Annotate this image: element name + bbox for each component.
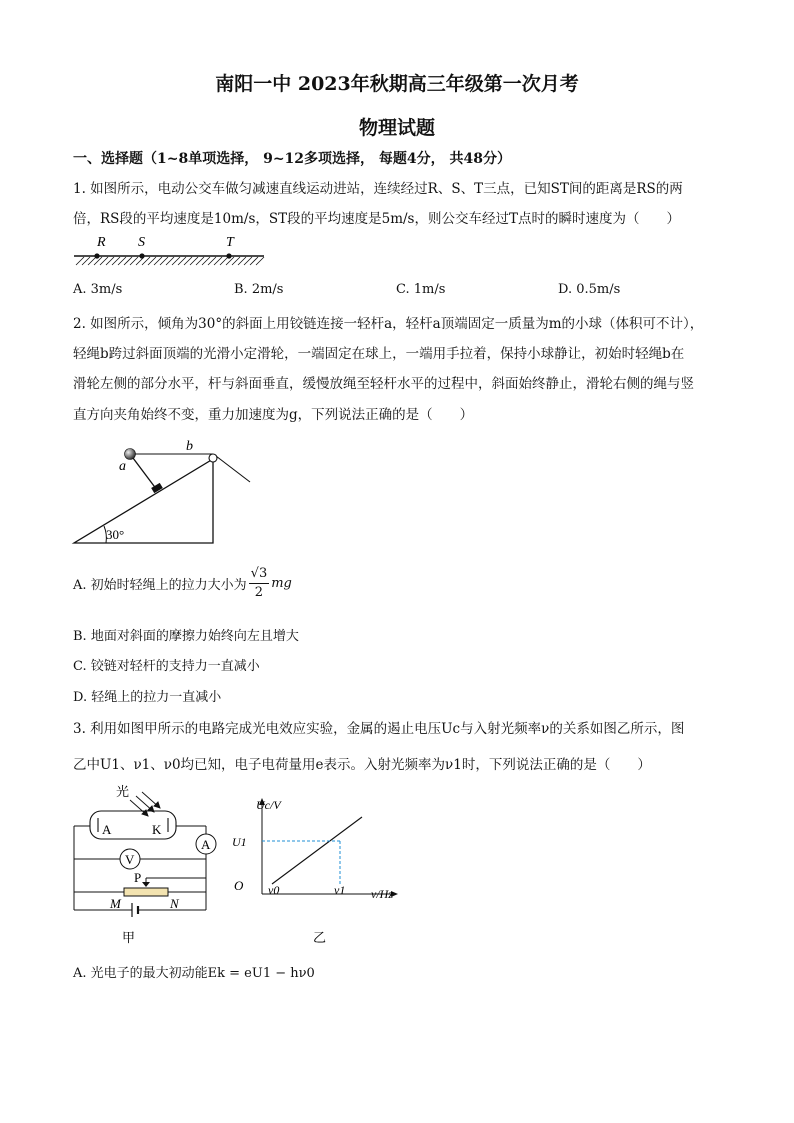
q2-option-d[interactable]: D. 轻绳上的拉力一直减小 <box>73 690 222 705</box>
q2-option-a-tail: mg <box>271 575 292 591</box>
q2-text-line1: 2. 如图所示，倾角为30°的斜面上用铰链连接一轻杆a，轻杆a顶端固定一质量为m的小球（体积可不计）， <box>73 316 704 332</box>
q3-tube-cathode: K <box>152 822 162 837</box>
q2-text-line2: 轻绳b跨过斜面顶端的光滑小定滑轮，一端固定在球上，一端用手拉着，保持小球静让，初始时轻绳b在 <box>73 346 685 362</box>
q1-point-t <box>226 253 231 258</box>
q1-point-s <box>139 253 144 258</box>
q3-rheostat-n: N <box>170 896 179 911</box>
q2-ball <box>125 449 136 460</box>
q1-option-a[interactable]: A. 3m/s <box>73 282 123 297</box>
q3-slider-label: P <box>134 870 142 885</box>
q3-text-line1: 3. 利用如图甲所示的电路完成光电效应实验，金属的遏止电压Uc与入射光频率ν的关系如图乙所示，图 <box>73 721 685 737</box>
q3-graph-nu1: ν1 <box>334 883 346 897</box>
q3-tube-anode: A <box>102 822 112 837</box>
q3-light-label: 光 <box>116 784 130 799</box>
q2-incline-diagram <box>70 434 260 550</box>
q2-pulley <box>209 454 217 462</box>
q3-graph-u1: U1 <box>232 835 247 849</box>
q2-angle-label: 30° <box>106 527 125 542</box>
q3-graph-nu0: ν0 <box>268 883 280 897</box>
q1-option-d[interactable]: D. 0.5m/s <box>558 282 621 297</box>
q2-option-b[interactable]: B. 地面对斜面的摩擦力始终向左且增大 <box>73 629 299 644</box>
q2-label-b: b <box>186 439 193 454</box>
q2-option-c[interactable]: C. 铰链对轻杆的支持力一直减小 <box>73 659 260 674</box>
q2-text-line4: 直方向夹角始终不变，重力加速度为g，下列说法正确的是（ ） <box>73 407 474 423</box>
q1-label-s: S <box>138 235 145 250</box>
q2-option-a-fraction <box>249 565 270 601</box>
q3-graph-origin: O <box>234 878 244 893</box>
q3-graph-xlabel: ν/Hz <box>371 887 393 901</box>
q1-option-c[interactable]: C. 1m/s <box>396 282 446 297</box>
q3-circuit-caption: 甲 <box>122 930 136 945</box>
q2-text-line3: 滑轮左侧的部分水平，杆与斜面垂直，缓慢放绳至轻杆水平的过程中，斜面始终静止，滑轮右侧的绳与竖 <box>73 376 694 392</box>
q2-option-a-numerator: √3 <box>249 565 270 584</box>
q3-graph-line <box>272 817 362 884</box>
q3-circuit-diagram <box>68 782 224 947</box>
q2-label-a: a <box>119 459 126 474</box>
q2-option-a-denominator: 2 <box>254 585 264 600</box>
q1-label-t: T <box>226 235 234 250</box>
q2-option-a[interactable] <box>73 565 292 601</box>
q3-rheostat-m: M <box>110 896 121 911</box>
q3-option-a[interactable]: A. 光电子的最大初动能Ek = eU1 − hν0 <box>73 966 315 981</box>
q1-text-line2: 倍，RS段的平均速度是10m/s，ST段的平均速度是5m/s，则公交车经过T点时的瞬时速度为（ ） <box>73 211 680 227</box>
q1-text-line1: 1. 如图所示，电动公交车做匀减速直线运动进站，连续经过R、S、T三点，已知ST间的距离是RS的两 <box>73 181 683 197</box>
q2-option-a-text: A. 初始时轻绳上的拉力大小为 <box>73 577 247 593</box>
q3-ammeter-label: A <box>201 837 211 852</box>
q3-rheostat <box>124 888 168 896</box>
exam-title: 南阳一中 2023年秋期高三年级第一次月考 <box>215 73 579 95</box>
q3-voltmeter-label: V <box>125 852 135 867</box>
section-header: 一、选择题（1~8单项选择， 9~12多项选择， 每题4分， 共48分） <box>73 151 512 167</box>
q1-option-b[interactable]: B. 2m/s <box>234 282 284 297</box>
q3-graph-ylabel: Uc/V <box>256 798 281 812</box>
q3-graph <box>228 792 408 947</box>
q1-point-r <box>94 253 99 258</box>
q1-road-diagram <box>70 228 270 272</box>
q1-label-r: R <box>97 235 106 250</box>
exam-subtitle: 物理试题 <box>358 117 435 139</box>
q3-graph-caption: 乙 <box>313 930 327 945</box>
q3-text-line2: 乙中U1、ν1、ν0均已知，电子电荷量用e表示。入射光频率为ν1时，下列说法正确的是（ ） <box>73 757 651 773</box>
